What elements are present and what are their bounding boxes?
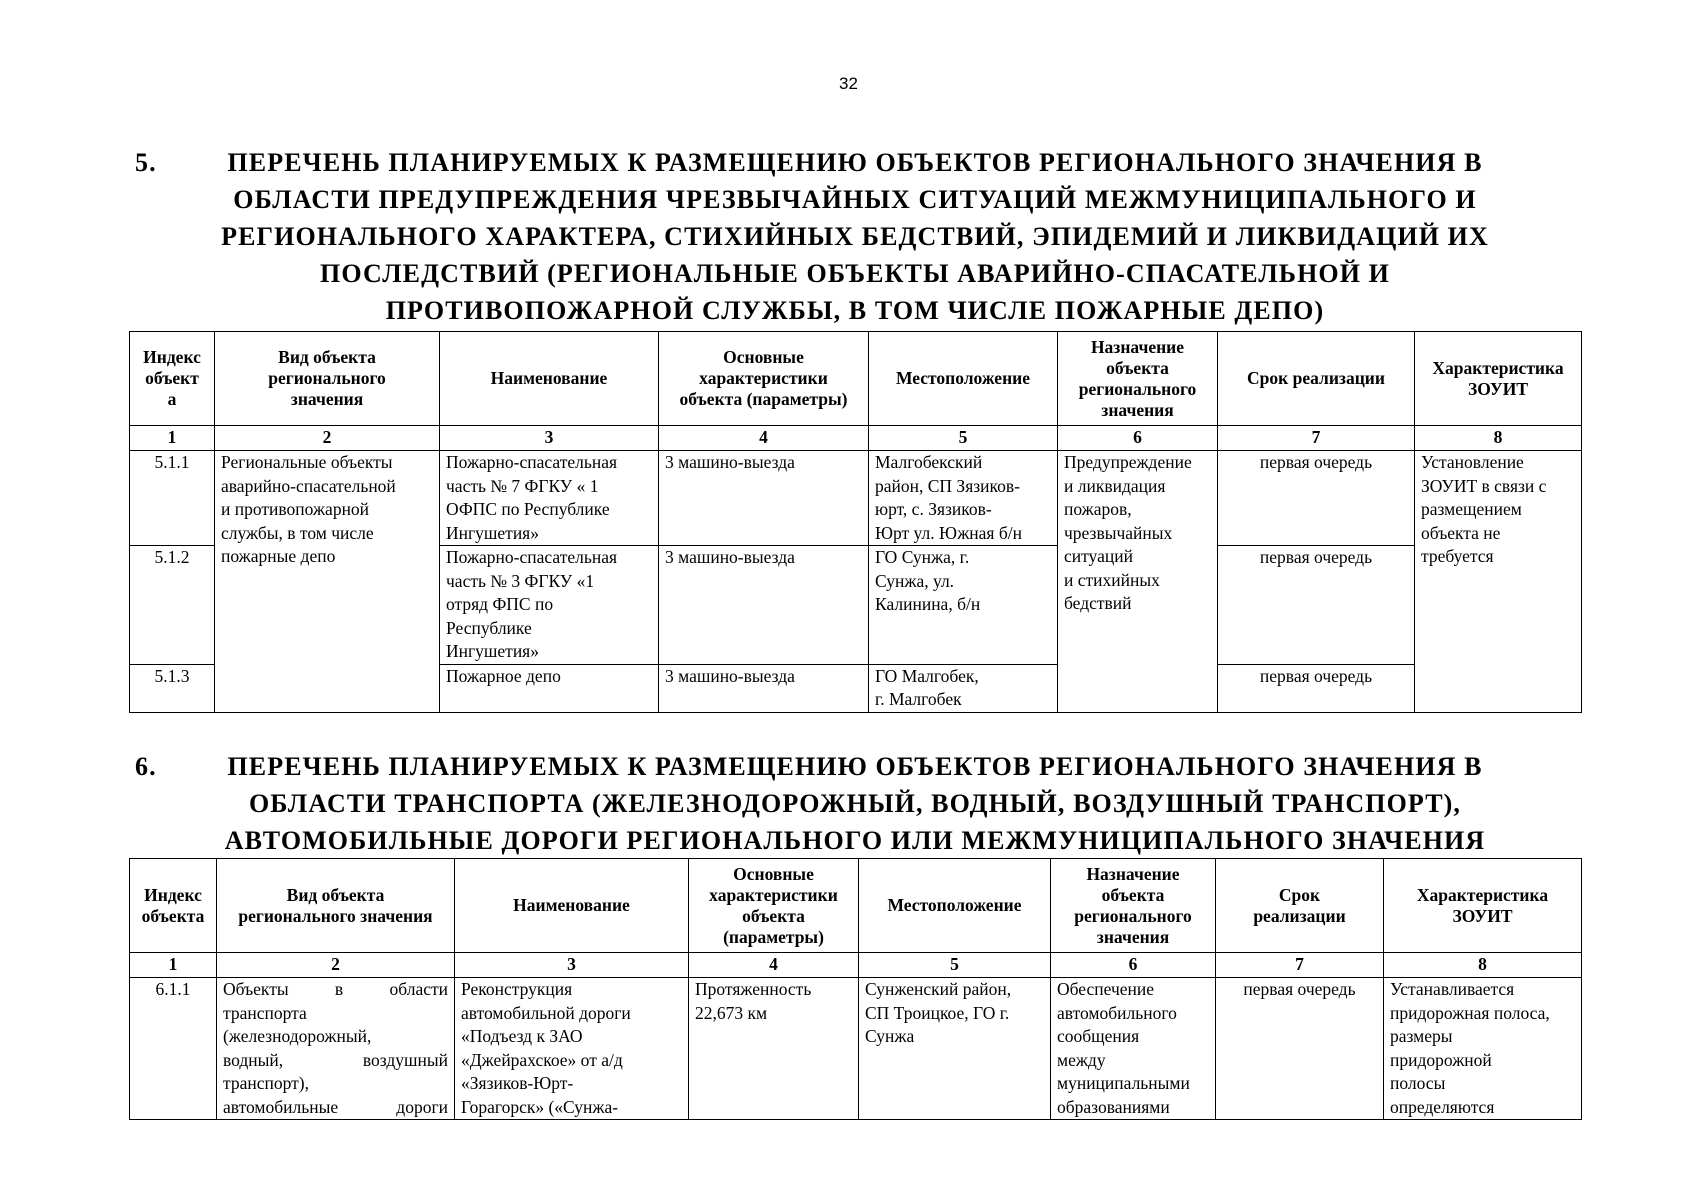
object-location: ГО Малгобек, г. Малгобек [869, 664, 1058, 712]
col-number: 4 [689, 953, 859, 978]
heading-line: ПРОТИВОПОЖАРНОЙ СЛУЖБЫ, В ТОМ ЧИСЛЕ ПОЖАРНЫЕ ДЕПО) [385, 296, 1325, 325]
col-number: 8 [1415, 426, 1582, 451]
object-location: ГО Сунжа, г. Сунжа, ул. Калинина, б/н [869, 546, 1058, 665]
object-location: Малгобекский район, СП Зязиков- юрт, с. Зязиков- Юрт ул. Южная б/н [869, 451, 1058, 546]
heading-line: ОБЛАСТИ ТРАНСПОРТА (ЖЕЛЕЗНОДОРОЖНЫЙ, ВОДНЫЙ, ВОЗДУШНЫЙ ТРАНСПОРТ), [248, 789, 1462, 818]
section-6-heading [129, 748, 1581, 859]
object-params: 3 машино-выезда [659, 546, 869, 665]
row-index: 5.1.3 [130, 664, 215, 712]
object-type: Объекты в области транспорта (железнодорожный, водный, воздушный транспорт), автомобильные дороги [217, 978, 455, 1120]
header-purpose: Назначение объекта регионального значения [1051, 859, 1216, 953]
object-type: Региональные объекты аварийно-спасательной и противопожарной службы, в том числе пожарные депо [215, 451, 440, 713]
table-row [130, 978, 1582, 1120]
heading-line: ПЕРЕЧЕНЬ ПЛАНИРУЕМЫХ К РАЗМЕЩЕНИЮ ОБЪЕКТОВ РЕГИОНАЛЬНОГО ЗНАЧЕНИЯ В [227, 148, 1483, 177]
header-row [130, 859, 1582, 953]
header-type: Вид объекта регионального значения [215, 332, 440, 426]
object-term: первая очередь [1218, 451, 1415, 546]
object-params: 3 машино-выезда [659, 451, 869, 546]
column-number-row [130, 426, 1582, 451]
header-purpose: Назначение объекта регионального значения [1058, 332, 1218, 426]
row-index: 5.1.1 [130, 451, 215, 546]
col-number: 6 [1051, 953, 1216, 978]
col-number: 6 [1058, 426, 1218, 451]
header-term: Срок реализации [1216, 859, 1384, 953]
object-name: Пожарно-спасательная часть № 7 ФГКУ « 1 ОФПС по Республике Ингушетия» [440, 451, 659, 546]
section-5-number: 5. [135, 148, 157, 177]
section-5-heading [129, 144, 1581, 329]
object-term: первая очередь [1218, 664, 1415, 712]
col-number: 2 [215, 426, 440, 451]
table-section-5 [129, 331, 1582, 713]
col-number: 7 [1216, 953, 1384, 978]
header-params: Основные характеристики объекта (параметры) [659, 332, 869, 426]
table-row [130, 451, 1582, 546]
col-number: 1 [130, 426, 215, 451]
header-term: Срок реализации [1218, 332, 1415, 426]
object-purpose: Предупреждение и ликвидация пожаров, чрезвычайных ситуаций и стихийных бедствий [1058, 451, 1218, 713]
col-number: 7 [1218, 426, 1415, 451]
col-number: 1 [130, 953, 217, 978]
col-number: 5 [859, 953, 1051, 978]
header-params: Основные характеристики объекта (параметры) [689, 859, 859, 953]
object-name: Пожарное депо [440, 664, 659, 712]
heading-line: РЕГИОНАЛЬНОГО ХАРАКТЕРА, СТИХИЙНЫХ БЕДСТВИЙ, ЭПИДЕМИЙ И ЛИКВИДАЦИЙ ИХ [221, 222, 1489, 251]
heading-line: ОБЛАСТИ ПРЕДУПРЕЖДЕНИЯ ЧРЕЗВЫЧАЙНЫХ СИТУАЦИЙ МЕЖМУНИЦИПАЛЬНОГО И [233, 185, 1477, 214]
header-zouit: Характеристика ЗОУИТ [1384, 859, 1582, 953]
col-number: 2 [217, 953, 455, 978]
column-number-row [130, 953, 1582, 978]
header-row [130, 332, 1582, 426]
object-term: первая очередь [1216, 978, 1384, 1120]
object-zouit: Установление ЗОУИТ в связи с размещением объекта не требуется [1415, 451, 1582, 713]
col-number: 4 [659, 426, 869, 451]
col-number: 8 [1384, 953, 1582, 978]
col-number: 3 [440, 426, 659, 451]
section-6-number: 6. [135, 752, 157, 781]
header-type: Вид объекта регионального значения [217, 859, 455, 953]
col-number: 3 [455, 953, 689, 978]
header-location: Местоположение [859, 859, 1051, 953]
object-purpose: Обеспечение автомобильного сообщения между муниципальными образованиями [1051, 978, 1216, 1120]
heading-line: АВТОМОБИЛЬНЫЕ ДОРОГИ РЕГИОНАЛЬНОГО ИЛИ МЕЖМУНИЦИПАЛЬНОГО ЗНАЧЕНИЯ [224, 826, 1486, 855]
header-name: Наименование [440, 332, 659, 426]
object-name: Реконструкция автомобильной дороги «Подъезд к ЗАО «Джейрахское» от а/д «Зязиков-Юрт- Горагорск» («Сунжа- [455, 978, 689, 1120]
object-params: 3 машино-выезда [659, 664, 869, 712]
row-index: 6.1.1 [130, 978, 217, 1120]
header-zouit: Характеристика ЗОУИТ [1415, 332, 1582, 426]
row-index: 5.1.2 [130, 546, 215, 665]
header-location: Местоположение [869, 332, 1058, 426]
object-params: Протяженность 22,673 км [689, 978, 859, 1120]
object-location: Сунженский район, СП Троицкое, ГО г. Сунжа [859, 978, 1051, 1120]
header-index: Индекс объект а [130, 332, 215, 426]
heading-line: ПЕРЕЧЕНЬ ПЛАНИРУЕМЫХ К РАЗМЕЩЕНИЮ ОБЪЕКТОВ РЕГИОНАЛЬНОГО ЗНАЧЕНИЯ В [227, 752, 1483, 781]
object-zouit: Устанавливается придорожная полоса, размеры придорожной полосы определяются [1384, 978, 1582, 1120]
col-number: 5 [869, 426, 1058, 451]
object-name: Пожарно-спасательная часть № 3 ФГКУ «1 отряд ФПС по Республике Ингушетия» [440, 546, 659, 665]
heading-line: ПОСЛЕДСТВИЙ (РЕГИОНАЛЬНЫЕ ОБЪЕКТЫ АВАРИЙНО-СПАСАТЕЛЬНОЙ И [320, 259, 1390, 288]
page-number: 32 [839, 74, 858, 93]
header-index: Индекс объекта [130, 859, 217, 953]
table-section-6 [129, 858, 1582, 1120]
header-name: Наименование [455, 859, 689, 953]
object-term: первая очередь [1218, 546, 1415, 665]
